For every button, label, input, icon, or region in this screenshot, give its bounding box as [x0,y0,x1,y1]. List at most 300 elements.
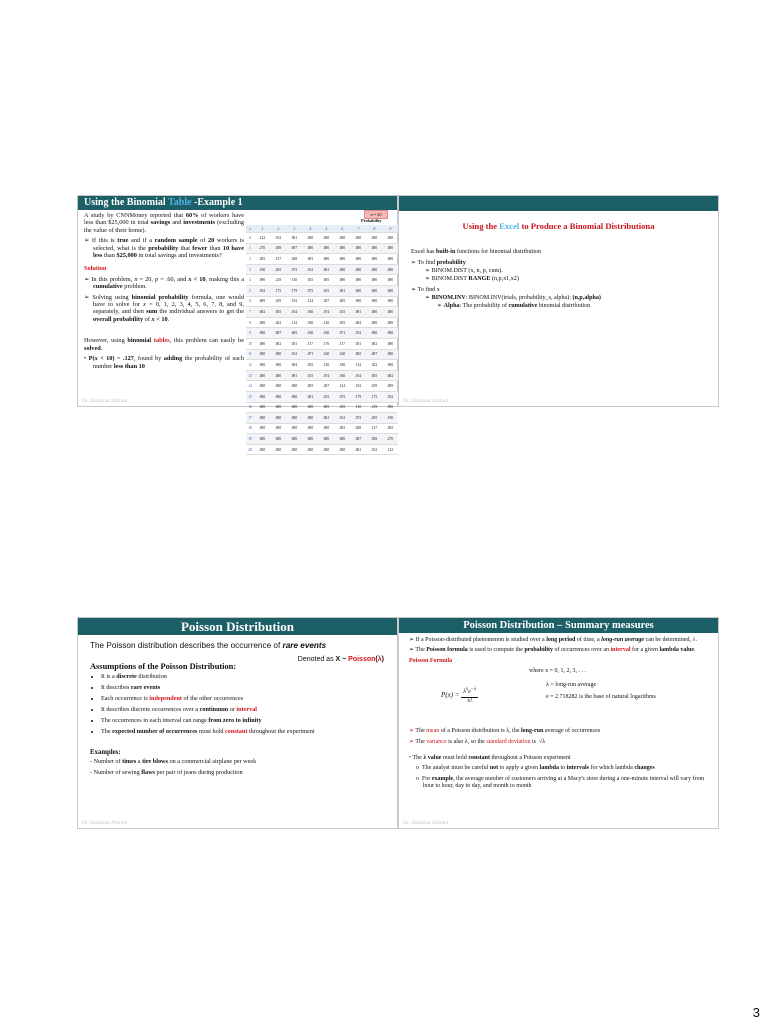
slide-body [84,212,244,373]
table-cell: .218 [270,275,286,286]
table-cell: 1 [246,243,254,254]
table-cell: .004 [286,360,302,371]
table-cell: .205 [270,264,286,275]
table-cell: .270 [382,434,398,445]
bullet: ➢ To find probability [411,260,466,266]
table-cell: .000 [270,434,286,445]
slide-footer: Dr. Hashmat Ahmed [403,820,449,826]
table-cell: .012 [270,233,286,244]
list-item: • The occurrences in each interval can range from zero to infinity [101,717,390,726]
table-cell: .058 [270,243,286,254]
table-row [246,338,398,349]
table-cell: .160 [318,349,334,360]
table-cell: .000 [318,434,334,445]
bullet: ➢ The Poisson formula is used to compute the probability of occurrences over an interval for a given lambda value. [409,647,696,654]
table-header-cell: .1 [254,225,270,233]
table-cell: .007 [286,243,302,254]
slide-title: Poisson Distribution – Summary measures [399,618,718,633]
table-cell: .000 [366,275,382,286]
table-cell: .003 [302,254,318,265]
table-cell: .192 [350,381,366,392]
table-cell: .037 [318,381,334,392]
table-header-cell: .3 [286,225,302,233]
bullet: • The λ value must hold constant throughout a Poisson experiment [409,755,571,762]
table-cell: .015 [318,391,334,402]
table-cell: .190 [382,413,398,424]
table-cell: .065 [286,328,302,339]
table-cell: .035 [334,317,350,328]
table-cell: .000 [382,254,398,265]
slide-title: Using the Binomial Table -Example 1 [78,196,397,210]
table-cell: 9 [246,328,254,339]
table-row [246,349,398,360]
list-item: - Number of times a tire blows on a commercial airplane per week [90,758,390,767]
table-cell: 14 [246,381,254,392]
table-cell: .000 [318,423,334,434]
list-item: • The expected number of occurrences must hold constant throughout the experiment [101,728,390,737]
table-cell: .000 [254,349,270,360]
table-cell: .000 [254,360,270,371]
table-cell: .005 [302,381,318,392]
slide-title: Poisson Distribution [78,618,397,635]
table-row [246,423,398,434]
table-header-cell: .6 [334,225,350,233]
table-cell: .164 [286,307,302,318]
slide-body [90,641,390,780]
table-cell: 15 [246,391,254,402]
table-cell: .032 [382,391,398,402]
table-cell: .117 [334,338,350,349]
table-cell: .012 [334,413,350,424]
table-cell: 20 [246,444,254,455]
table-cell: .117 [302,338,318,349]
assumptions-list [90,673,390,737]
table-cell: .031 [350,338,366,349]
table-cell: .000 [366,243,382,254]
table-row [246,296,398,307]
table-cell: 17 [246,413,254,424]
table-cell: .015 [318,285,334,296]
slide-title: Using the Excel to Produce a Binomial Distributiona [462,221,655,231]
table-cell: .000 [334,434,350,445]
table-cell: .000 [382,296,398,307]
list-item: • Each occurrence is independent of the other occurrences [101,695,390,704]
table-cell: .000 [270,413,286,424]
table-cell: .000 [302,423,318,434]
table-cell: .285 [382,423,398,434]
slide-body [411,248,711,310]
table-cell: .001 [318,264,334,275]
table-cell: .007 [366,349,382,360]
table-cell: .000 [254,338,270,349]
e-definition: e = 2.718282 is the base of natural logarithms [546,694,656,701]
table-cell: .055 [270,307,286,318]
table-cell: .075 [302,285,318,296]
table-cell: .000 [350,233,366,244]
table-cell: .000 [254,444,270,455]
table-cell: .000 [366,254,382,265]
formula-heading: Poisson Formula [409,657,453,664]
table-cell: .000 [334,243,350,254]
table-cell: .031 [286,338,302,349]
table-cell: .071 [302,349,318,360]
examples-list [90,758,390,778]
table-cell: .001 [350,444,366,455]
table-cell: .166 [302,307,318,318]
table-cell: .035 [302,360,318,371]
page-number: 3 [752,1005,760,1020]
table-cell: .000 [270,381,286,392]
lambda-definition: λ = long-run average [546,682,597,689]
table-cell: .000 [270,402,286,413]
table-cell: .009 [254,296,270,307]
table-cell: .000 [286,391,302,402]
table-cell: .166 [334,370,350,381]
table-cell: .000 [302,243,318,254]
table-cell: .007 [350,434,366,445]
table-cell: .000 [382,233,398,244]
table-cell: .037 [318,296,334,307]
table-row [246,328,398,339]
table-row [246,233,398,244]
table-cell: .000 [366,328,382,339]
table-cell: .180 [302,317,318,328]
table-cell: .000 [270,349,286,360]
paragraph: Excel has built-in functions for binomial distribution [411,249,542,255]
list-item: • It describes rare events [101,684,390,693]
table-cell: .000 [286,402,302,413]
table-cell: .192 [286,296,302,307]
table-cell: .109 [270,296,286,307]
table-cell: .002 [366,338,382,349]
table-cell: .000 [382,243,398,254]
table-cell: .004 [350,317,366,328]
table-cell: .130 [350,402,366,413]
table-cell: .000 [382,338,398,349]
table-cell: .005 [318,275,334,286]
table-row [246,307,398,318]
intro-text: The Poisson distribution describes the occurrence of rare events [90,641,327,650]
table-cell: .000 [254,413,270,424]
table-cell: .058 [366,434,382,445]
table-cell: 10 [246,338,254,349]
table-cell: .124 [334,381,350,392]
table-cell: .000 [270,444,286,455]
table-row [246,254,398,265]
table-cell: .000 [254,423,270,434]
assumptions-heading: Assumptions of the Poisson Distribution: [90,662,237,672]
table-row [246,381,398,392]
table-cell: .090 [382,402,398,413]
table-cell: .015 [302,370,318,381]
paragraph: However, using binomial tables, this problem can easily be solved. [84,337,244,352]
table-cell: .002 [270,338,286,349]
list-item: - Number of sewing flaws per pair of jeans during production [90,769,390,778]
table-cell: .001 [334,285,350,296]
table-cell: .005 [318,402,334,413]
table-cell: .001 [286,370,302,381]
sub-bullet: o For example, the average number of customers arriving at a Macy's store during a one-minute interval will vary from hour to hour, day to day, and month to month [416,775,705,790]
table-title: n = 20 [364,210,388,219]
table-cell: .000 [382,264,398,275]
solution-label: Solution [84,265,107,273]
table-cell: .075 [334,391,350,402]
table-cell: .001 [350,307,366,318]
table-cell: .000 [254,317,270,328]
table-cell: .074 [318,370,334,381]
table-cell: .000 [302,233,318,244]
table-cell: .000 [254,328,270,339]
where-text: where x = 0, 1, 2, 3, . . . [529,668,587,675]
sub-bullet: ➢ BINOM.DIST RANGE (n,p,x1,x2) [425,276,519,282]
table-cell: .218 [366,402,382,413]
table-cell: .270 [254,243,270,254]
table-row [246,434,398,445]
table-cell: .000 [286,413,302,424]
table-header-cell: .4 [302,225,318,233]
table-cell: .000 [382,328,398,339]
table-cell: .179 [350,391,366,402]
table-cell: .012 [350,328,366,339]
table-cell: .000 [366,285,382,296]
table-cell: .012 [302,264,318,275]
table-cell: .001 [318,413,334,424]
table-cell: .130 [286,275,302,286]
table-cell: .000 [270,370,286,381]
table-cell: .122 [254,233,270,244]
table-cell: .000 [366,264,382,275]
table-cell: .000 [382,360,398,371]
table-header-cell: .2 [270,225,286,233]
table-cell: .000 [366,307,382,318]
table-row [246,402,398,413]
table-row [246,264,398,275]
table-cell: .000 [334,275,350,286]
table-cell: .114 [350,360,366,371]
bullet: ➢ If a Poisson-distributed phenomenon is studied over a long period of time, a long-run average can be determined, λ. [409,637,697,643]
table-cell: 16 [246,402,254,413]
bullet: ➢ In this problem, n = 20, p = .60, and x < 10, making this a cumulative problem. [84,275,244,291]
examples-heading: Examples: [90,748,121,756]
table-cell: .028 [286,254,302,265]
table-cell: .000 [254,402,270,413]
table-cell: .071 [334,328,350,339]
table-cell: 8 [246,317,254,328]
table-cell: .000 [382,317,398,328]
table-row [246,360,398,371]
table-header-cell: .8 [366,225,382,233]
table-cell: .000 [318,254,334,265]
table-header-cell: .5 [318,225,334,233]
table-cell: .000 [382,349,398,360]
table-cell: .000 [382,275,398,286]
table-cell: 18 [246,423,254,434]
table-header-row [246,225,398,233]
table-cell: .160 [334,349,350,360]
sub-bullet: o The analyst must be careful not to apply a given lambda to intervals for which lambda changes [416,765,655,772]
table-cell: .002 [382,370,398,381]
table-row [246,370,398,381]
table-header-cell: .9 [382,225,398,233]
table-cell: .000 [350,296,366,307]
table-cell: .035 [334,402,350,413]
table-cell: .002 [254,307,270,318]
table-cell: .175 [270,285,286,296]
poisson-formula [409,668,714,728]
table-cell: 11 [246,349,254,360]
table-cell: 13 [246,370,254,381]
table-cell: .000 [366,296,382,307]
table-cell: .000 [334,254,350,265]
table-cell: .032 [254,285,270,296]
table-cell: .285 [254,254,270,265]
table-cell: .000 [254,391,270,402]
table-cell: 19 [246,434,254,445]
table-cell: .000 [334,233,350,244]
table-cell: .109 [366,381,382,392]
table-cell: .090 [254,275,270,286]
slide-binomial-table-example [77,195,398,452]
bullet: ➢ If this is true and if a random sample of 20 workers is selected, what is the probability that fewer than 10 have less than $25,000 in total savings and investments? [84,237,244,260]
slide-excel-binomial [398,195,719,407]
table-cell: .001 [302,391,318,402]
table-cell: .000 [254,434,270,445]
table-cell: .137 [270,254,286,265]
probability-table [246,225,398,455]
table-cell: .164 [350,370,366,381]
slide-footer: Dr. Hashmat Ahmed [82,820,128,826]
table-cell: .035 [302,275,318,286]
table-cell: 4 [246,275,254,286]
table-cell: .205 [366,413,382,424]
slide-footer: Dr. Hashmat Ahmed [82,398,128,404]
table-cell: .000 [382,307,398,318]
table-cell: 5 [246,285,254,296]
table-row [246,285,398,296]
table-row [246,243,398,254]
table-cell: .072 [286,264,302,275]
table-cell: .180 [334,360,350,371]
table-cell: 7 [246,307,254,318]
slide-poisson-distribution [77,617,398,829]
paragraph: A study by CNNMoney reported that 60% of workers have less than $25,000 in total savings and investments (excluding the value of their home). [84,212,244,234]
table-cell: .190 [254,264,270,275]
table-row [246,317,398,328]
table-cell: .160 [318,328,334,339]
table-cell: .114 [286,317,302,328]
sub-bullet: ➢ BINOM.INV: BINOM.INV(trials, probability_s, alpha): (n,p,alpha) [425,295,601,301]
table-cell: .160 [302,328,318,339]
table-cell: .000 [350,243,366,254]
table-cell: .000 [302,413,318,424]
formula-equation: P(x) = $\frac{\lambda^xe^{-\lambda}}{x!}$ [441,687,477,704]
table-cell: .001 [286,233,302,244]
table-cell: .003 [334,423,350,434]
slide-footer: Dr. Hashmat Ahmed [403,398,449,404]
table-cell: .000 [334,444,350,455]
table-cell: .065 [350,349,366,360]
table-cell: .000 [318,243,334,254]
table-cell: .000 [254,370,270,381]
table-cell: .120 [318,317,334,328]
table-cell: .120 [318,360,334,371]
table-cell: .000 [350,264,366,275]
sub-bullet: ➢ Alpha: The probability of cumulative binomial distribution [437,303,591,309]
table-cell: .175 [366,391,382,402]
table-cell: .137 [366,423,382,434]
table-cell: 3 [246,264,254,275]
table-cell: .022 [270,317,286,328]
table-cell: .000 [254,381,270,392]
slide-body [409,637,714,794]
table-cell: .000 [302,434,318,445]
table-cell: .000 [350,285,366,296]
table-cell: .028 [350,423,366,434]
table-cell: .000 [350,275,366,286]
table-cell: .000 [334,264,350,275]
bullet: ➢ The mean of a Poisson distribution is λ, the long-run average of occurrences [409,728,601,735]
table-cell: .000 [270,423,286,434]
table-cell: 0 [246,233,254,244]
table-cell: .012 [286,349,302,360]
bullet: ➢ To find x [411,287,440,293]
table-cell: .000 [286,434,302,445]
table-cell: .000 [286,423,302,434]
table-cell: .012 [366,444,382,455]
table-cell: .009 [382,381,398,392]
table-cell: .124 [302,296,318,307]
bullet: • P(x < 10) = .127, found by adding the probability of each number less than 10 [84,355,245,370]
table-row [246,413,398,424]
list-item: • It is a discrete distribution [101,673,390,682]
table-cell: .179 [286,285,302,296]
table-cell: .000 [270,391,286,402]
bullet: ➢ Solving using binomial probability formula, one would have to solve for x = 0, 1, 2, 3, 4, 5, 6, 7, 8, and 9, separately, and then sum the individual answers to get the overall probability of x < 10. [84,293,245,323]
table-cell: .015 [334,307,350,318]
table-cell: .007 [270,328,286,339]
table-cell: .000 [270,360,286,371]
denoted-as: Denoted as X ~ Poisson(λ) [297,656,384,663]
table-cell: .176 [318,338,334,349]
table-cell: .000 [286,381,302,392]
table-cell: .000 [366,233,382,244]
table-cell: .000 [350,254,366,265]
slide-header-bar [399,196,718,211]
table-cell: .000 [366,317,382,328]
bullet: ➢ The variance is also λ, so the standard deviation is √λ [409,738,546,745]
table-cell: .074 [318,307,334,318]
table-cell: .000 [302,444,318,455]
table-cell: .122 [382,444,398,455]
table-cell: .000 [382,285,398,296]
sub-bullet: ➢ BINOM.DIST (x, n, p, cum). [425,268,503,274]
table-prob-label: Probability [361,218,382,223]
table-row [246,391,398,402]
table-cell: 6 [246,296,254,307]
slide-poisson-summary [398,617,719,829]
table-header-cell: .7 [350,225,366,233]
list-item: • It describes discrete occurrences over a continuum or interval [101,706,390,715]
table-cell: .000 [286,444,302,455]
table-cell: .000 [318,444,334,455]
table-cell: .055 [366,370,382,381]
table-header-cell: x [246,225,254,233]
table-row [246,275,398,286]
table-cell: .022 [366,360,382,371]
table-cell: 2 [246,254,254,265]
table-cell: .005 [334,296,350,307]
table-cell: .000 [318,233,334,244]
